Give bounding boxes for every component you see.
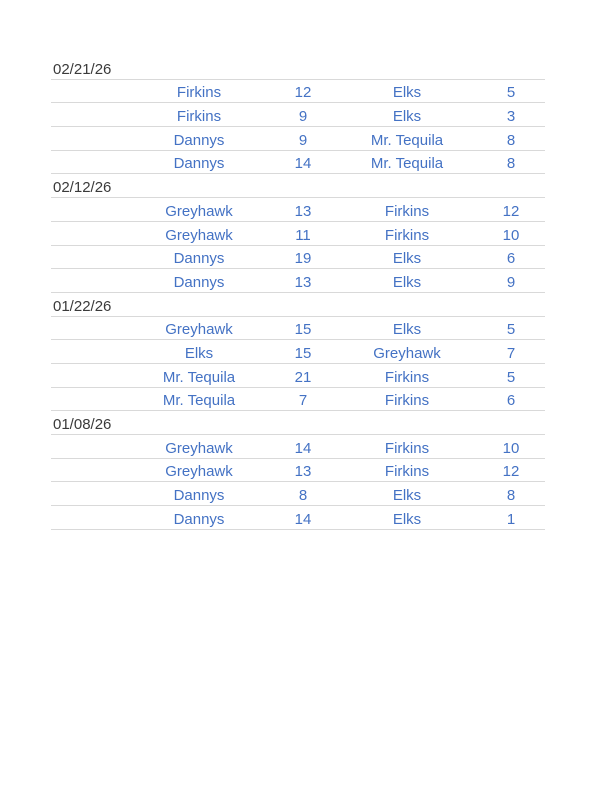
game-row	[51, 482, 545, 506]
home-team: Dannys	[173, 155, 225, 173]
home-score: 14	[294, 439, 312, 457]
game-date: 01/22/26	[53, 297, 112, 315]
game-row	[51, 459, 545, 483]
home-team: Mr. Tequila	[162, 368, 236, 386]
away-team: Elks	[392, 273, 422, 291]
away-score: 8	[506, 487, 516, 505]
home-score: 14	[294, 155, 312, 173]
away-score: 1	[506, 510, 516, 528]
game-row	[51, 80, 545, 104]
home-score: 13	[294, 202, 312, 220]
game-row	[51, 364, 545, 388]
home-team: Firkins	[176, 84, 222, 102]
game-row	[51, 269, 545, 293]
home-team: Greyhawk	[165, 202, 233, 220]
away-team: Elks	[392, 108, 422, 126]
home-team: Greyhawk	[165, 226, 233, 244]
away-score: 8	[506, 131, 516, 149]
home-score: 7	[298, 392, 308, 410]
home-score: 15	[294, 321, 312, 339]
away-score: 9	[506, 273, 516, 291]
away-score: 12	[502, 202, 520, 220]
home-score: 11	[295, 226, 311, 244]
away-team: Elks	[392, 84, 422, 102]
away-team: Elks	[392, 487, 422, 505]
date-row	[51, 293, 545, 317]
schedule-sheet	[51, 56, 545, 530]
home-score: 13	[294, 273, 312, 291]
game-row	[51, 388, 545, 412]
away-team: Elks	[392, 321, 422, 339]
home-team: Dannys	[173, 250, 225, 268]
game-row	[51, 506, 545, 530]
away-score: 6	[506, 392, 516, 410]
game-row	[51, 340, 545, 364]
date-row	[51, 56, 545, 80]
home-score: 9	[298, 131, 308, 149]
game-row	[51, 103, 545, 127]
game-row	[51, 246, 545, 270]
away-score: 12	[502, 463, 520, 481]
game-row	[51, 127, 545, 151]
home-team: Greyhawk	[165, 439, 233, 457]
away-score: 7	[506, 344, 516, 362]
away-score: 8	[506, 155, 516, 173]
away-team: Firkins	[384, 463, 430, 481]
home-team: Dannys	[173, 510, 225, 528]
home-score: 8	[298, 487, 308, 505]
away-team: Elks	[392, 250, 422, 268]
away-score: 6	[506, 250, 516, 268]
game-date: 02/21/26	[53, 60, 112, 78]
game-row	[51, 151, 545, 175]
away-score: 3	[506, 108, 516, 126]
home-team: Mr. Tequila	[162, 392, 236, 410]
home-team: Firkins	[176, 108, 222, 126]
away-team: Elks	[392, 510, 422, 528]
away-score: 5	[506, 321, 516, 339]
home-score: 12	[294, 84, 312, 102]
away-team: Firkins	[384, 202, 430, 220]
home-team: Greyhawk	[165, 463, 233, 481]
date-row	[51, 411, 545, 435]
home-team: Dannys	[173, 131, 225, 149]
away-team: Greyhawk	[373, 344, 441, 362]
away-score: 5	[506, 368, 516, 386]
home-score: 21	[294, 368, 312, 386]
home-score: 9	[298, 108, 308, 126]
away-team: Mr. Tequila	[370, 131, 444, 149]
away-team: Mr. Tequila	[370, 155, 444, 173]
date-row	[51, 174, 545, 198]
away-team: Firkins	[384, 439, 430, 457]
game-row	[51, 222, 545, 246]
away-score: 10	[502, 226, 520, 244]
home-score: 15	[294, 344, 312, 362]
away-team: Firkins	[384, 392, 430, 410]
home-score: 14	[294, 510, 312, 528]
away-score: 10	[502, 439, 520, 457]
home-score: 19	[294, 250, 312, 268]
home-team: Dannys	[173, 487, 225, 505]
away-team: Firkins	[384, 368, 430, 386]
game-row	[51, 435, 545, 459]
away-score: 5	[506, 84, 516, 102]
home-team: Elks	[184, 344, 214, 362]
game-row	[51, 198, 545, 222]
home-score: 13	[294, 463, 312, 481]
game-date: 01/08/26	[53, 416, 112, 433]
home-team: Dannys	[173, 273, 225, 291]
away-team: Firkins	[384, 226, 430, 244]
game-date: 02/12/26	[53, 179, 112, 197]
home-team: Greyhawk	[165, 321, 233, 339]
game-row	[51, 317, 545, 341]
